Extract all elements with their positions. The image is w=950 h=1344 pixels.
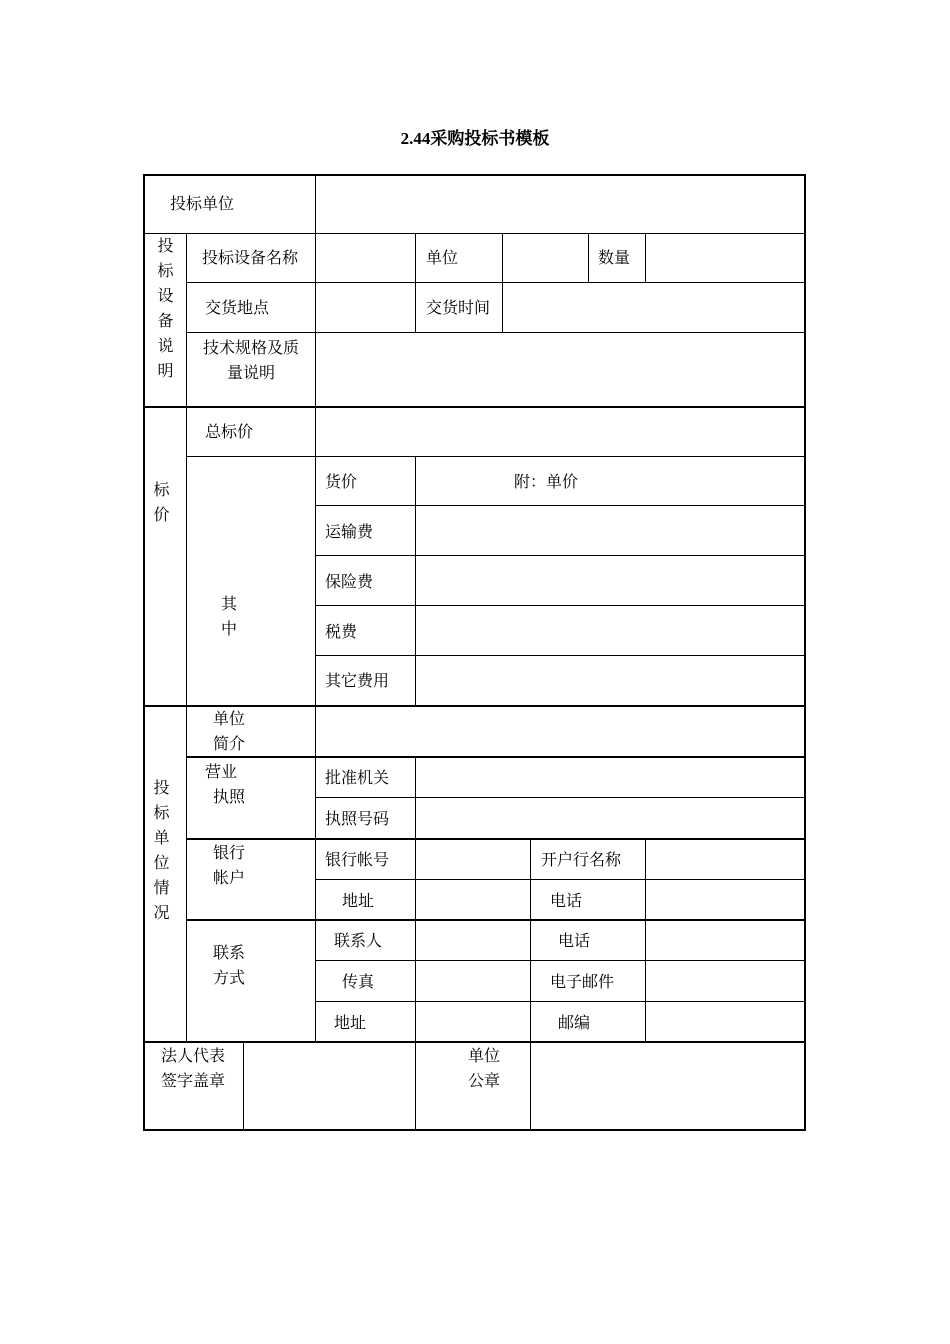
- vertical-char: 况: [153, 903, 170, 922]
- other-fee-label: 其它费用: [325, 671, 390, 690]
- bidder-label: 投标单位: [170, 194, 235, 213]
- company-seal-label: [468, 1043, 500, 1093]
- quantity-field[interactable]: [646, 234, 804, 282]
- total-price-field[interactable]: [316, 408, 804, 456]
- fax-label: 传真: [342, 972, 375, 991]
- contact-group-label: [213, 940, 245, 990]
- table-border-right: [804, 174, 806, 1131]
- vertical-char: 说: [157, 336, 174, 355]
- tax-fee-label: 税费: [325, 622, 358, 641]
- tax-fee-field[interactable]: [416, 606, 804, 655]
- insurance-fee-field[interactable]: [416, 556, 804, 605]
- legal-rep-label: [161, 1043, 225, 1093]
- bank-account-no-field[interactable]: [416, 840, 530, 879]
- company-seal-field[interactable]: [531, 1043, 804, 1129]
- vertical-char: 明: [157, 361, 174, 380]
- rule: [186, 705, 187, 1042]
- goods-price-field[interactable]: [416, 457, 804, 505]
- vertical-char: 投: [157, 236, 174, 255]
- label-line: 简介: [213, 734, 246, 753]
- vertical-char: 位: [153, 853, 170, 872]
- company-intro-label: [213, 706, 245, 756]
- license-number-label: 执照号码: [325, 809, 390, 828]
- unit-field[interactable]: [503, 234, 588, 282]
- bank-phone-label: 电话: [550, 891, 583, 910]
- label-line: 帐户: [213, 868, 246, 887]
- fax-field[interactable]: [416, 961, 530, 1001]
- quantity-label: 数量: [598, 248, 631, 267]
- postcode-label: 邮编: [558, 1013, 591, 1032]
- spec-quality-field[interactable]: [316, 333, 804, 406]
- company-intro-field[interactable]: [316, 707, 804, 756]
- bank-address-field[interactable]: [416, 880, 530, 919]
- rule: [186, 406, 187, 706]
- email-field[interactable]: [646, 961, 804, 1001]
- other-fee-field[interactable]: [416, 656, 804, 705]
- delivery-time-field[interactable]: [503, 283, 804, 332]
- page-title: 2.44采购投标书模板: [400, 129, 550, 148]
- vertical-char: 其: [221, 594, 238, 613]
- email-label: 电子邮件: [550, 972, 615, 991]
- label-line: 营业: [205, 762, 238, 781]
- total-price-label: 总标价: [205, 422, 254, 441]
- vertical-char: 投: [153, 778, 170, 797]
- vertical-char: 标: [153, 803, 170, 822]
- approval-authority-field[interactable]: [416, 758, 804, 797]
- spec-quality-label: [187, 335, 315, 385]
- contact-phone-field[interactable]: [646, 921, 804, 960]
- bank-account-group-label: [213, 840, 245, 890]
- bank-address-label: 地址: [342, 891, 375, 910]
- bidder-field[interactable]: [316, 176, 804, 233]
- equipment-name-field[interactable]: [316, 234, 415, 282]
- vertical-char: 标: [157, 261, 174, 280]
- license-number-field[interactable]: [416, 798, 804, 838]
- legal-rep-signature-field[interactable]: [244, 1043, 415, 1129]
- vertical-char: 单: [153, 828, 170, 847]
- bank-account-no-label: 银行帐号: [325, 850, 390, 869]
- transport-fee-field[interactable]: [416, 506, 804, 555]
- bank-phone-field[interactable]: [646, 880, 804, 919]
- equipment-name-label: 投标设备名称: [202, 248, 299, 267]
- label-line: 单位: [213, 709, 246, 728]
- delivery-place-field[interactable]: [316, 283, 415, 332]
- label-line: 执照: [213, 787, 246, 806]
- postcode-field[interactable]: [646, 1002, 804, 1041]
- contact-phone-label: 电话: [558, 931, 591, 950]
- delivery-time-label: 交货时间: [426, 298, 491, 317]
- vertical-char: 设: [157, 286, 174, 305]
- label-line: 签字盖章: [161, 1071, 226, 1090]
- business-license-label: [205, 759, 245, 809]
- bank-name-label: 开户行名称: [541, 850, 622, 869]
- label-line: 公章: [468, 1071, 501, 1090]
- label-line: 单位: [468, 1046, 501, 1065]
- contact-person-label: 联系人: [334, 931, 383, 950]
- label-line: 方式: [213, 968, 246, 987]
- label-line: 量说明: [226, 363, 275, 382]
- delivery-place-label: 交货地点: [205, 298, 270, 317]
- unit-label: 单位: [426, 248, 459, 267]
- among-label: [221, 591, 237, 641]
- bidder-info-section-label: [141, 775, 182, 925]
- bank-name-field[interactable]: [646, 840, 804, 879]
- transport-fee-label: 运输费: [325, 522, 374, 541]
- contact-address-label: 地址: [334, 1013, 367, 1032]
- vertical-char: 价: [153, 505, 170, 524]
- insurance-fee-label: 保险费: [325, 572, 374, 591]
- label-line: 技术规格及质: [202, 338, 299, 357]
- label-line: 银行: [213, 843, 246, 862]
- label-line: 法人代表: [161, 1046, 226, 1065]
- approval-authority-label: 批准机关: [325, 768, 390, 787]
- contact-address-field[interactable]: [416, 1002, 530, 1041]
- price-section-label: [141, 477, 182, 527]
- contact-person-field[interactable]: [416, 921, 530, 960]
- vertical-char: 中: [221, 619, 238, 638]
- equipment-section-label: [145, 233, 186, 383]
- goods-price-label: 货价: [325, 472, 358, 491]
- vertical-char: 情: [153, 878, 170, 897]
- unit-price-note: 附：单价: [514, 472, 579, 491]
- rule: [415, 233, 416, 333]
- vertical-char: 标: [153, 480, 170, 499]
- vertical-char: 备: [157, 311, 174, 330]
- rule: [588, 233, 589, 283]
- label-line: 联系: [213, 943, 246, 962]
